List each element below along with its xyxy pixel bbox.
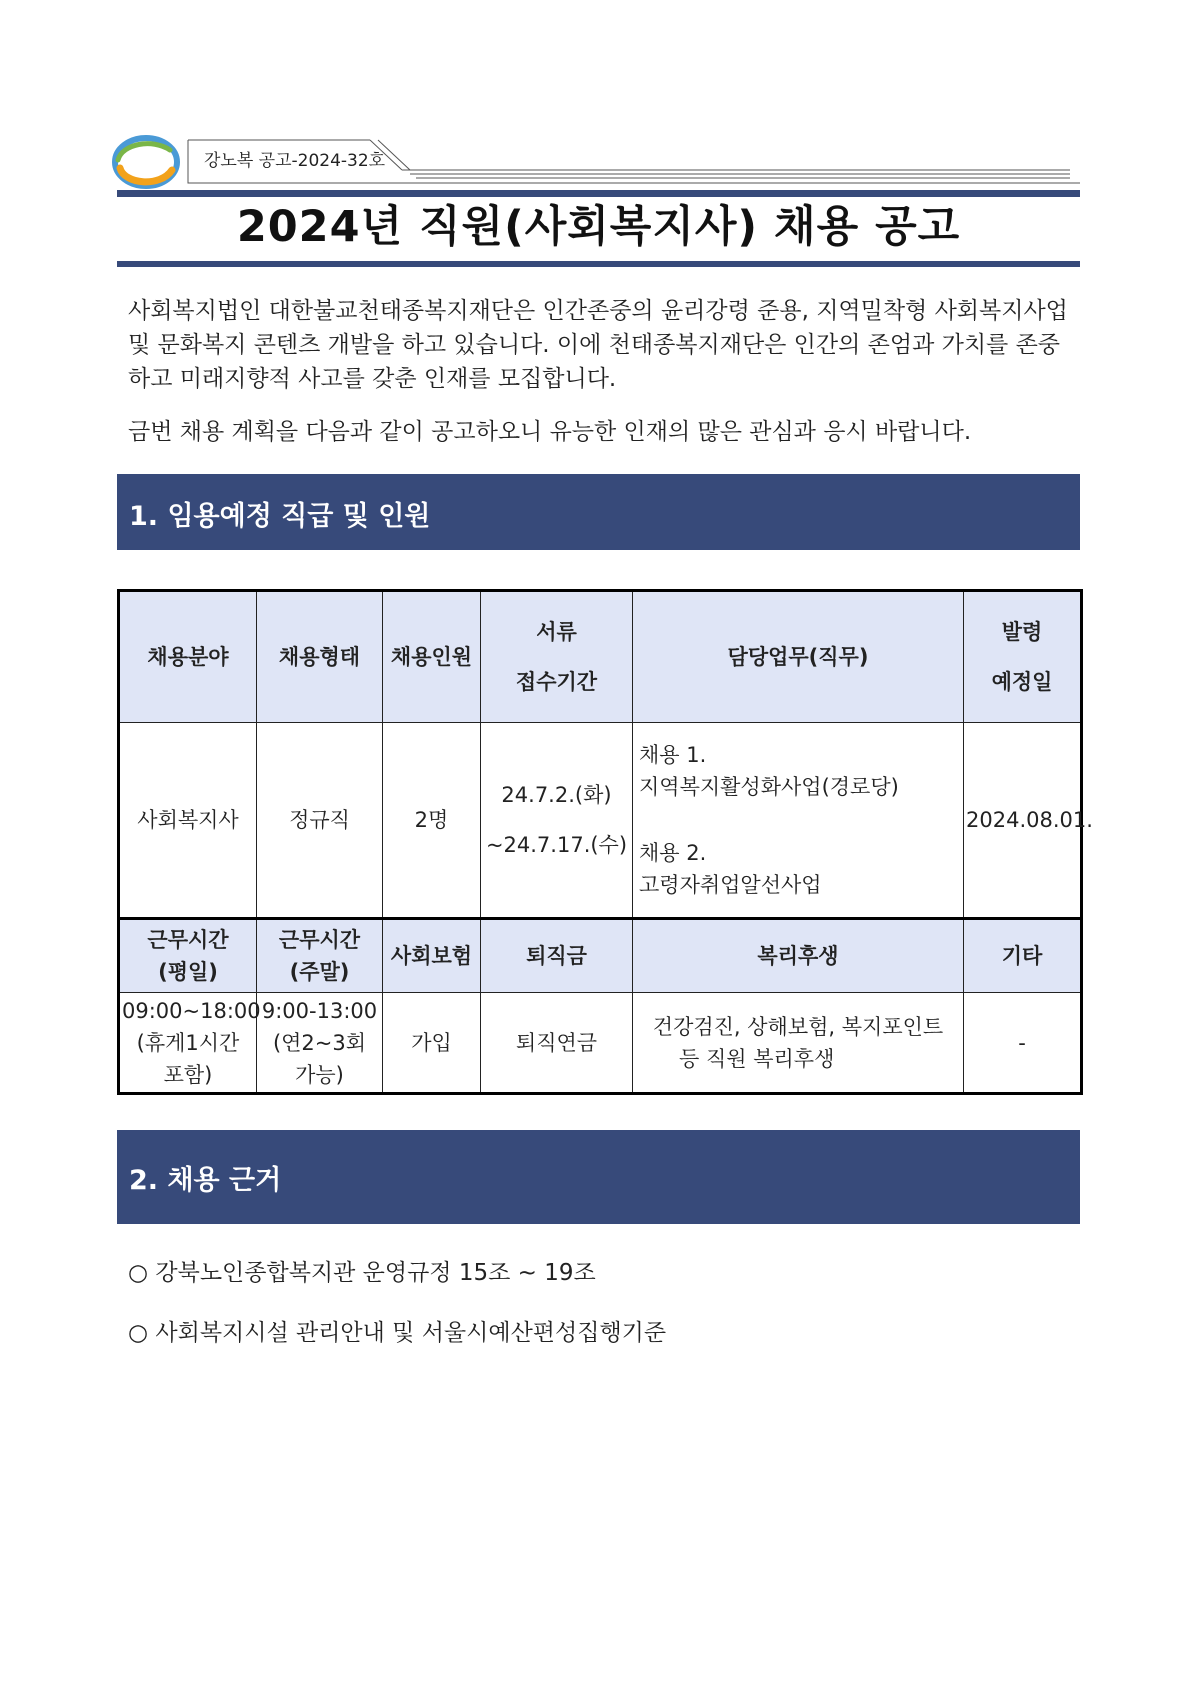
table-header-row-2 [119, 919, 1082, 993]
header-welfare: 복리후생 [633, 919, 964, 993]
header-period-line2: 접수기간 [515, 670, 598, 694]
intro-paragraph: 사회복지법인 대한불교천태종복지재단은 인간존중의 윤리강령 준용, 지역밀착형 사회복지사업 및 문화복지 콘텐츠 개발을 하고 있습니다. 이에 천태종복지재단은 인간의 존엄과 가치를 존중하고 미래지향적 사고를 갖춘 인재를 모집합니다. [128, 298, 1068, 392]
document-number: 강노복 공고-2024-32호 [204, 151, 386, 171]
cell-etc: - [964, 993, 1082, 1094]
organization-logo [112, 134, 180, 190]
intro-paragraph-2: 금번 채용 계획을 다음과 같이 공고하오니 유능한 인재의 많은 관심과 응시 바랍니다. [128, 419, 972, 445]
header-weekend-line1: 근무시간 [278, 928, 361, 952]
header-period-line1: 서류 [536, 620, 577, 644]
header-severance: 퇴직금 [481, 919, 633, 993]
header-weekend-line2: (주말) [289, 960, 350, 984]
header-appoint [964, 591, 1082, 723]
cell-period-end: ~24.7.17.(수) [485, 833, 628, 857]
duty-1: 지역복지활성화사업(경로당) [639, 775, 899, 799]
header-etc: 기타 [964, 919, 1082, 993]
header-duty: 담당업무(직무) [633, 591, 964, 723]
cell-type: 정규직 [257, 723, 383, 919]
recruitment-table [117, 589, 1093, 1095]
weekend-line2: (연2~3회 [272, 1030, 367, 1055]
header-period [481, 591, 633, 723]
header-weekday-line1: 근무시간 [147, 928, 229, 952]
header-appoint-line1: 발령 [1001, 620, 1043, 644]
header-type: 채용형태 [257, 591, 383, 723]
cell-field: 사회복지사 [119, 723, 257, 919]
cell-duty [633, 723, 964, 919]
page-title: 2024년 직원(사회복지사) 채용 공고 [236, 202, 961, 252]
section-heading-1-text: 1. 임용예정 직급 및 인원 [129, 501, 431, 532]
cell-severance: 퇴직연금 [481, 993, 633, 1094]
cell-weekend-hours [257, 993, 383, 1094]
header-weekday-line2: (평일) [158, 960, 218, 984]
section-heading-2-text: 2. 채용 근거 [129, 1165, 282, 1196]
cell-period [481, 723, 633, 919]
section-heading-1 [117, 474, 1080, 550]
cell-welfare [633, 993, 964, 1094]
list-item: ○ 사회복지시설 관리안내 및 서울시예산편성집행기준 [128, 1320, 667, 1346]
weekday-line2: (휴게1시간 [136, 1030, 240, 1055]
cell-appoint-date: 2024.08.01. [964, 723, 1082, 919]
title-rule-bottom [117, 261, 1080, 267]
cell-period-start: 24.7.2.(화) [501, 783, 612, 807]
cell-weekday-hours [119, 993, 261, 1094]
cell-count: 2명 [383, 723, 481, 919]
duty-1-label: 채용 1. [639, 743, 707, 767]
header-insurance: 사회보험 [383, 919, 481, 993]
weekday-line1: 09:00~18:00 [122, 998, 261, 1023]
header-weekday [119, 919, 257, 993]
welfare-line2: 등 직원 복리후생 [679, 1046, 835, 1071]
section-heading-2 [117, 1130, 1080, 1224]
cell-insurance: 가입 [383, 993, 481, 1094]
table-row [119, 723, 1082, 919]
table-header-row [119, 591, 1082, 723]
header-field: 채용분야 [119, 591, 257, 723]
duty-2: 고령자취업알선사업 [639, 873, 822, 897]
header-weekend [257, 919, 383, 993]
weekday-line3: 포함) [163, 1062, 213, 1087]
list-item: ○ 강북노인종합복지관 운영규정 15조 ~ 19조 [128, 1260, 596, 1286]
weekend-line3: 가능) [295, 1062, 344, 1087]
duty-2-label: 채용 2. [639, 841, 707, 865]
header-count: 채용인원 [383, 591, 481, 723]
header-appoint-line2: 예정일 [991, 670, 1053, 694]
table-row [119, 993, 1082, 1094]
welfare-line1: 건강검진, 상해보험, 복지포인트 [652, 1014, 944, 1039]
weekend-line1: 9:00-13:00 [261, 998, 378, 1023]
